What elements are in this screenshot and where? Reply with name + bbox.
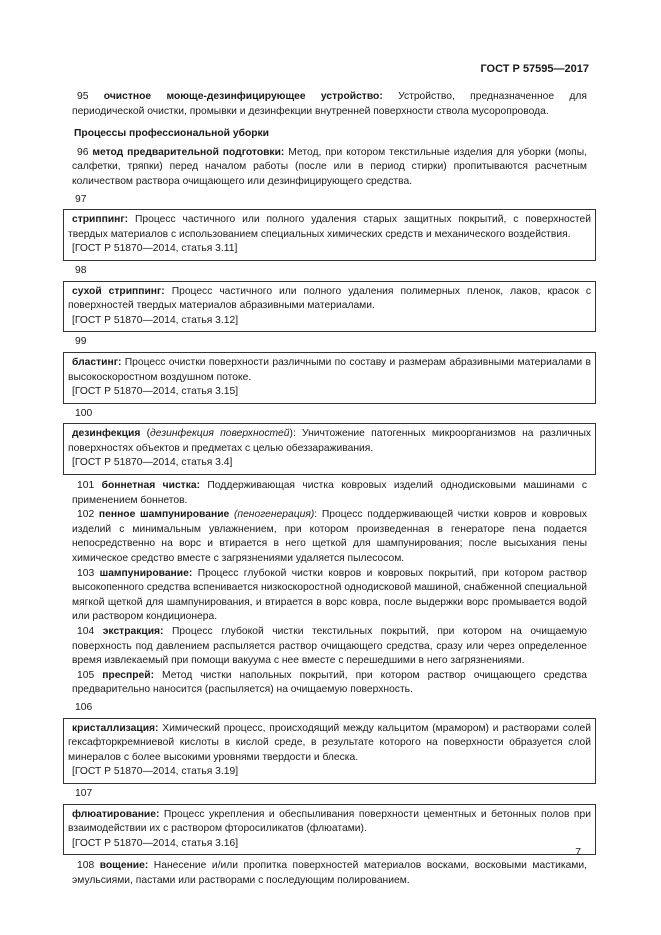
entry-98-box <box>63 281 596 333</box>
entry-99-box <box>63 352 596 404</box>
entry-term: шампунирование: <box>99 567 193 579</box>
entry-alt-term: дезинфекция поверхностей <box>150 428 290 440</box>
entry-reference: [ГОСТ Р 51870—2014, статья 3.11] <box>72 243 238 255</box>
entry-96 <box>72 146 587 190</box>
entry-term: вощение: <box>99 860 149 872</box>
standard-header: ГОСТ Р 57595—2017 <box>480 63 589 75</box>
entry-term: сухой стриппинг: <box>72 285 165 297</box>
entry-number: 101 <box>77 480 95 492</box>
entry-100-box <box>63 423 596 475</box>
entry-alt-term: (пеногенерация) <box>233 509 315 521</box>
entry-106-box <box>63 718 596 784</box>
entry-text: Нанесение и/или пропитка поверхностей материалов восками, восковыми мастиками, эмульсиями, пастами или растворами с последующим полированием. <box>72 860 587 886</box>
entry-text: Химический процесс, происходящий между кальцитом (мрамором) и растворами солей гексафторкремниевой кислоты в кислой среде, в результате которого на поверхности образуется слой минералов с более высокими уровнями твердости и блеска. <box>68 722 591 763</box>
section-title: Процессы профессиональной уборки <box>74 128 270 140</box>
entry-105 <box>72 669 587 698</box>
entry-term: стриппинг: <box>72 214 129 226</box>
entry-number: 104 <box>77 626 95 637</box>
entry-text: Процесс глубокой чистки текстильных покрытий, при котором на очищаемую поверхность под давлением распыляется раствор очищающего средства, сразу или через определенное время извлекаемый при помощи вакуума с нее вместе с перешедшими в него загрязнениями. <box>72 626 587 667</box>
page-number: 7 <box>575 847 581 858</box>
entry-text: Процесс укрепления и обеспыливания поверхности цементных и бетонных полов при взаимодействии их с раствором фторосиликатов (флюатами). <box>68 808 591 835</box>
entry-number: 102 <box>77 509 95 521</box>
entry-text: : Процесс поддерживающей чистки ковров и ковровых изделий с минимальным увлажнением, при котором произведенная в генераторе пена подается непосредственно на ворс и втирается в него щеткой для шампунирования; после высыхания пены химическое средство вместе с загрязнениями удаляется пылесосом. <box>72 509 587 565</box>
entry-number: 95 <box>77 91 89 102</box>
entry-text: Поддерживающая чистка ковровых изделий однодисковыми машинами с применением боннетов. <box>72 480 587 506</box>
entry-text: Процесс очистки поверхности различными по составу и размерам абразивными материалами в высокоскоростном воздушном потоке. <box>68 356 591 383</box>
entry-number: 108 <box>77 860 95 872</box>
entry-reference: [ГОСТ Р 51870—2014, статья 3.12] <box>72 314 239 326</box>
entry-text: Процесс частичного или полного удаления старых защитных покрытий, с поверхностей твердых материалов с использованием специальных химических средств и механического воздействия. <box>68 214 591 240</box>
entry-100: дезинфекция (дезинфекция поверхностей): Уничтожение патогенных микроорганизмов на различных поверхностях объектов и предметах с целью обеззараживания. <box>68 428 591 454</box>
entry-text: Процесс глубокой чистки ковров и ковровых покрытий, при котором раствор высокопенного средства вспенивается низкоскоростной однодисковой машиной, снабженной специальной мягкой щеткой для шампунирования, и втирается в ворс ковра, после выдержки ворс промывается водой или раствором кондиционера. <box>72 567 587 623</box>
entry-104 <box>72 625 587 669</box>
entry-term: бластинг: <box>72 356 122 368</box>
entry-103 <box>72 567 587 625</box>
entry-text: Метод, при котором текстильные изделия для уборки (мопы, салфетки, тряпки) перед началом работы (после или в период стирки) пропитываются расчетным количеством раствора очищающего или дезинфицирующего средства. <box>72 146 587 187</box>
entry-number-97: 97 <box>75 193 87 205</box>
entry-number-99: 99 <box>75 336 87 348</box>
document-body <box>68 90 592 889</box>
entry-101 <box>72 479 587 508</box>
entry-term: дезинфекция <box>72 428 141 440</box>
entry-number-107: 107 <box>75 787 93 799</box>
entry-term: пенное шампунирование <box>98 509 230 521</box>
entry-97-box <box>63 209 596 261</box>
entry-108 <box>72 859 587 888</box>
entry-number: 96 <box>77 146 89 158</box>
entry-reference: [ГОСТ Р 51870—2014, статья 3.16] <box>72 837 239 849</box>
entry-number-98: 98 <box>75 264 87 276</box>
entry-text: Процесс частичного или полного удаления полимерных пленок, лаков, красок с поверхностей твердых материалов абразивными материалами. <box>68 285 592 312</box>
entry-reference: [ГОСТ Р 51870—2014, статья 3.19] <box>72 766 239 778</box>
entry-number-106: 106 <box>75 701 93 713</box>
entry-term: боннетная чистка: <box>101 480 201 492</box>
entry-97 <box>68 213 591 242</box>
entry-107 <box>68 808 591 837</box>
entry-term: кристаллизация: <box>72 722 159 734</box>
entry-reference: [ГОСТ Р 51870—2014, статья 3.15] <box>72 386 239 398</box>
entry-term: флюатирование: <box>72 808 160 820</box>
entry-102 <box>72 508 587 566</box>
entry-term: метод предварительной подготовки: <box>92 146 285 158</box>
entry-text: Метод чистки напольных покрытий, при котором раствор очищающего средства предварительно наносится (распыляется) на очищаемую поверхность. <box>72 669 587 696</box>
entry-99 <box>68 356 591 385</box>
entry-number: 105 <box>77 669 95 681</box>
entry-95 <box>72 90 587 119</box>
entry-term: экстракция: <box>102 626 164 637</box>
entry-term: преспрей: <box>102 669 155 681</box>
entry-text: ): Уничтожение патогенных микроорганизмов на различных поверхностях объектов и предметах с целью обеззараживания. <box>68 428 591 454</box>
entry-number-100: 100 <box>75 407 93 419</box>
entry-term: очистное моюще-дезинфицирующее устройство: <box>103 91 383 102</box>
entry-106 <box>68 722 591 766</box>
entry-98 <box>68 285 591 314</box>
entry-text: Устройство, предназначенное для периодической очистки, промывки и дезинфекции внутренней поверхности ствола мусоропровода. <box>72 91 587 117</box>
entry-reference: [ГОСТ Р 51870—2014, статья 3.4] <box>72 457 233 469</box>
entry-107-box <box>63 804 596 856</box>
entry-number: 103 <box>77 567 95 579</box>
